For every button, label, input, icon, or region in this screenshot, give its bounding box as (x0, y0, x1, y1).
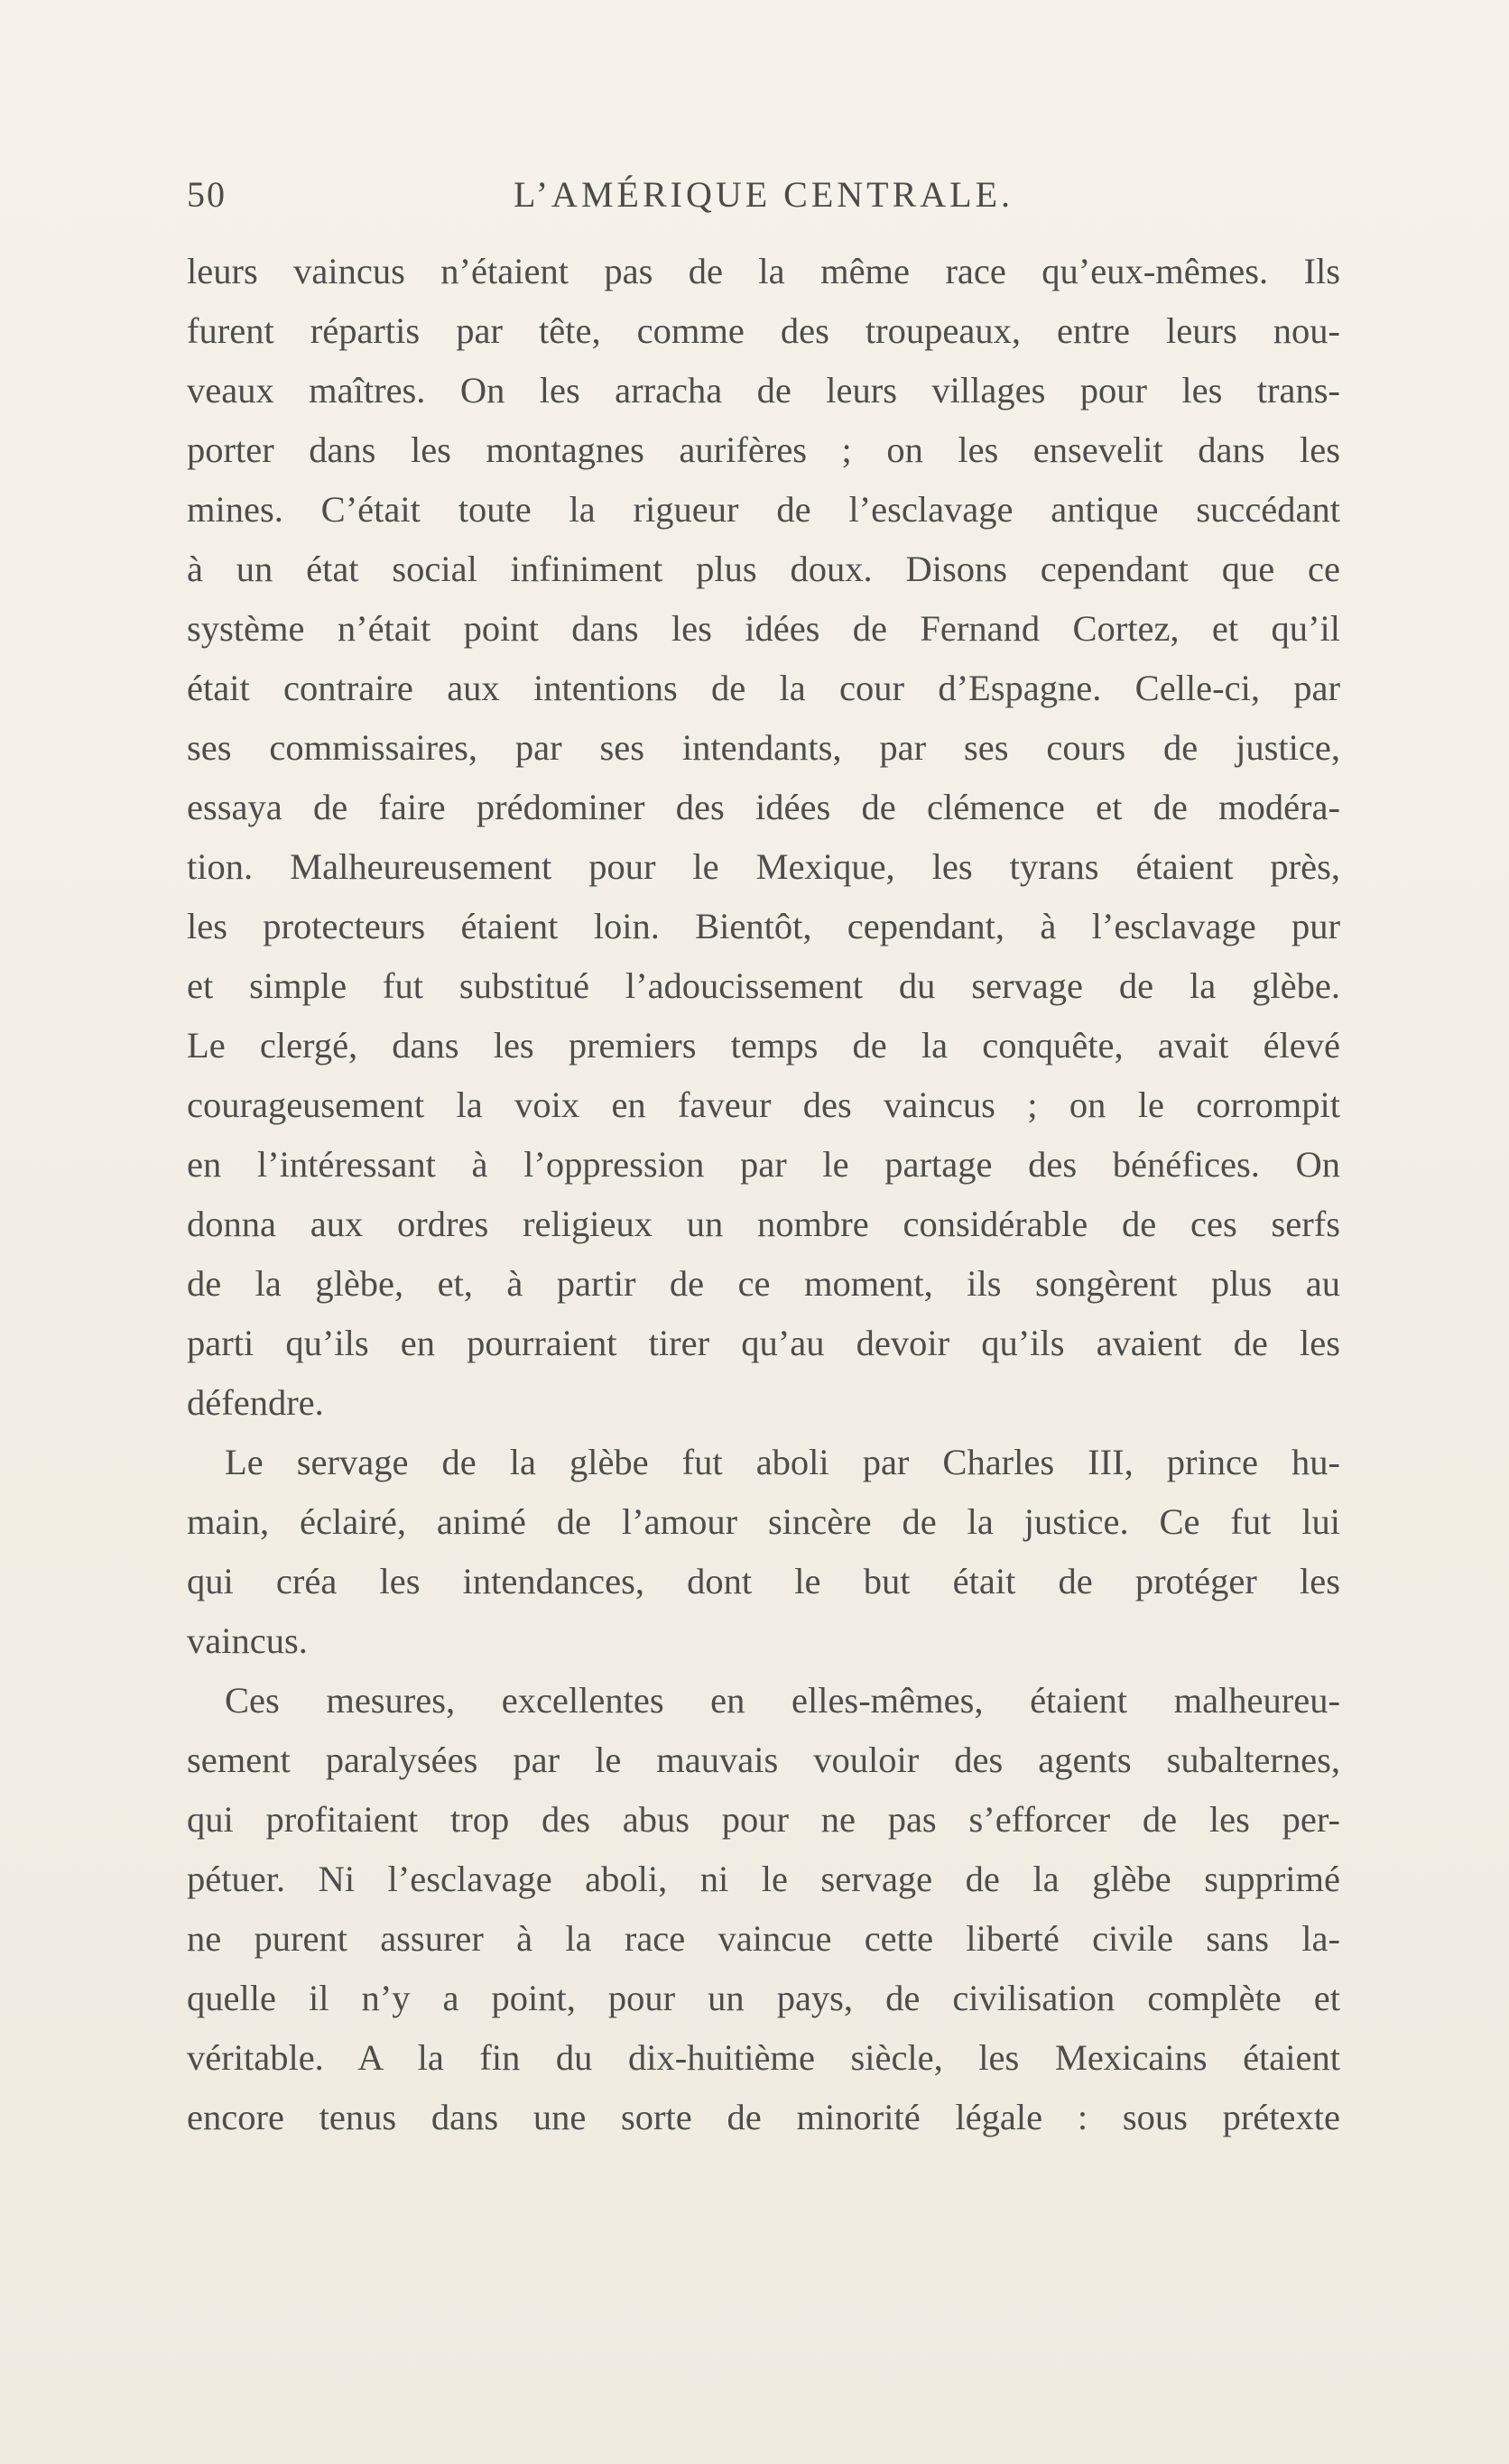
text-line: tion. Malheureusement pour le Mexique, les tyrans étaient près, (187, 846, 1340, 887)
text-line: quelle il n’y a point, pour un pays, de civilisation complète et (187, 1978, 1340, 2018)
text-line: Le clergé, dans les premiers temps de la conquête, avait élevé (187, 1025, 1340, 1066)
text-line: et simple fut substitué l’adoucissement du servage de la glèbe. (187, 965, 1340, 1006)
text-line: encore tenus dans une sorte de minorité légale : sous prétexte (187, 2097, 1340, 2137)
text-line: porter dans les montagnes aurifères ; on les ensevelit dans les (187, 429, 1340, 470)
text-line: vaincus. (187, 1620, 308, 1661)
text-line: sement paralysées par le mauvais vouloir des agents subalternes, (187, 1740, 1340, 1780)
text-line: pétuer. Ni l’esclavage aboli, ni le servage de la glèbe supprimé (187, 1859, 1340, 1899)
text-line: mines. C’était toute la rigueur de l’esclavage antique succédant (187, 489, 1340, 530)
text-line: défendre. (187, 1382, 324, 1423)
text-line: était contraire aux intentions de la cour d’Espagne. Celle-ci, par (187, 668, 1340, 708)
text-line: les protecteurs étaient loin. Bientôt, cependant, à l’esclavage pur (187, 906, 1340, 946)
text-line: essaya de faire prédominer des idées de clémence et de modéra- (187, 787, 1340, 827)
text-line: à un état social infiniment plus doux. Disons cependant que ce (187, 549, 1340, 589)
page-number: 50 (187, 174, 227, 215)
text-line: donna aux ordres religieux un nombre considérable de ces serfs (187, 1204, 1340, 1244)
text-line: main, éclairé, animé de l’amour sincère de la justice. Ce fut lui (187, 1501, 1340, 1542)
page-header (187, 168, 1340, 222)
running-title: L’AMÉRIQUE CENTRALE. (513, 174, 1014, 215)
text-line: système n’était point dans les idées de Fernand Cortez, et qu’il (187, 608, 1340, 649)
text-line: furent répartis par tête, comme des troupeaux, entre leurs nou- (187, 310, 1340, 351)
text-line: parti qu’ils en pourraient tirer qu’au devoir qu’ils avaient de les (187, 1323, 1340, 1363)
text-line: de la glèbe, et, à partir de ce moment, ils songèrent plus au (187, 1263, 1340, 1304)
text-line: courageusement la voix en faveur des vaincus ; on le corrompit (187, 1084, 1340, 1125)
text-line: en l’intéressant à l’oppression par le partage des bénéfices. On (187, 1144, 1340, 1185)
text-line: qui créa les intendances, dont le but était de protéger les (187, 1561, 1340, 1601)
text-line: véritable. A la fin du dix-huitième siècle, les Mexicains étaient (187, 2037, 1340, 2078)
text-line: veaux maîtres. On les arracha de leurs villages pour les trans- (187, 370, 1340, 411)
text-line: leurs vaincus n’étaient pas de la même race qu’eux-mêmes. Ils (187, 251, 1340, 291)
text-line: Ces mesures, excellentes en elles-mêmes, étaient malheureu- (225, 1680, 1340, 1721)
body-text (187, 242, 1340, 2147)
text-line: ses commissaires, par ses intendants, par ses cours de justice, (187, 727, 1340, 768)
text-line: ne purent assurer à la race vaincue cette liberté civile sans la- (187, 1918, 1340, 1959)
text-line: qui profitaient trop des abus pour ne pas s’efforcer de les per- (187, 1799, 1340, 1840)
text-line: Le servage de la glèbe fut aboli par Charles III, prince hu- (225, 1442, 1340, 1482)
